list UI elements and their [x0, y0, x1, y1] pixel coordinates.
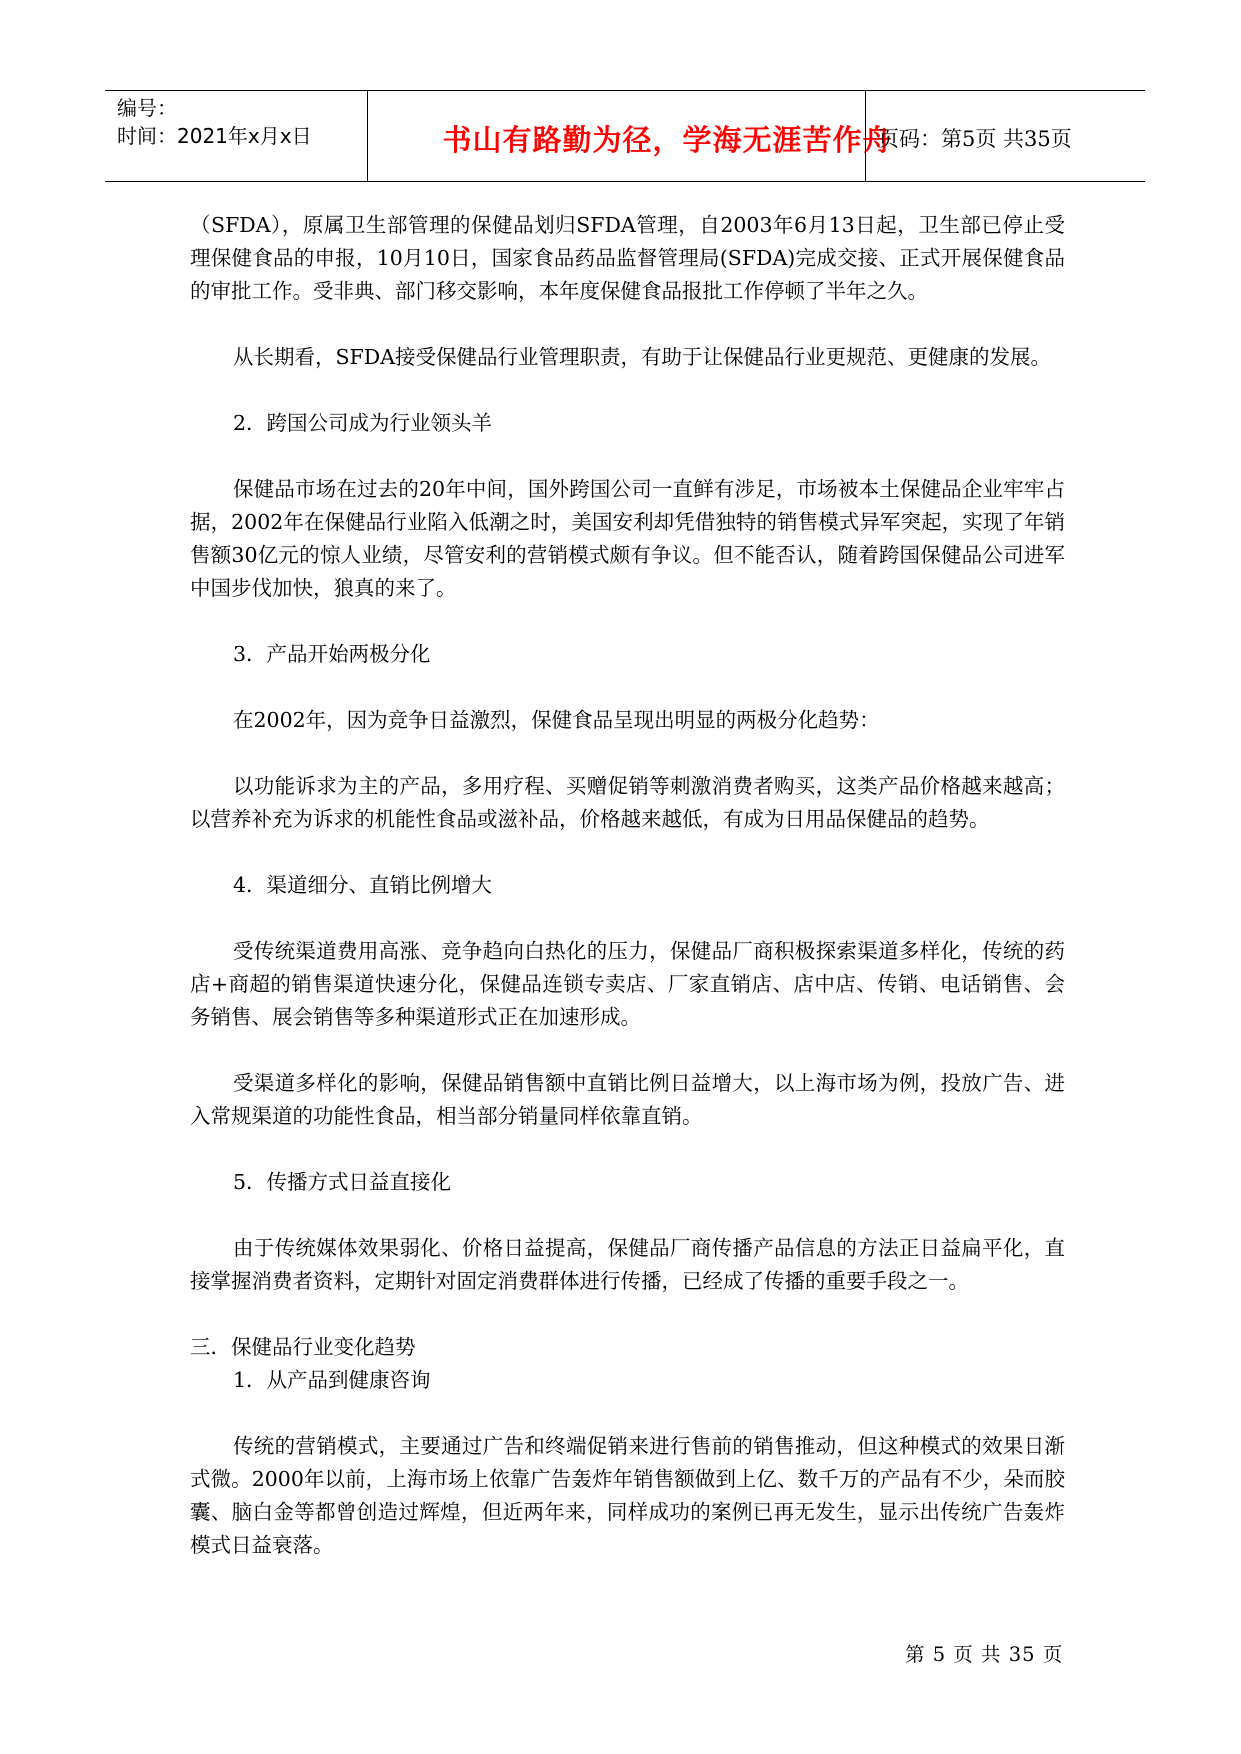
header-divider-right — [865, 91, 866, 181]
header-info — [117, 94, 312, 150]
paragraph-traditional-marketing: 传统的营销模式，主要通过广告和终端促销来进行售前的销售推动，但这种模式的效果日渐式微。2000年以前，上海市场上依靠广告轰炸年销售额做到上亿、数千万的产品有不少，朵而胶囊、脑白金等都曾创造过辉煌，但近两年来，同样成功的案例已再无发生，显示出传统广告轰炸模式日益衰落。 — [190, 1434, 1065, 1557]
heading-communication: 5．传播方式日益直接化 — [233, 1170, 452, 1194]
heading-multinationals: 2．跨国公司成为行业领头羊 — [233, 411, 493, 435]
page-header — [105, 90, 1145, 182]
paragraph-multinationals: 保健品市场在过去的20年中间，国外跨国公司一直鲜有涉足，市场被本土保健品企业牢牢占据，2002年在保健品行业陷入低潮之时，美国安利却凭借独特的销售模式异军突起，实现了年销售额30亿元的惊人业绩，尽管安利的营销模式颇有争议。但不能否认，随着跨国保健品公司进军中国步伐加快，狼真的来了。 — [190, 477, 1065, 600]
paragraph-direct-sales: 受渠道多样化的影响，保健品销售额中直销比例日益增大，以上海市场为例，投放广告、进入常规渠道的功能性食品，相当部分销量同样依靠直销。 — [190, 1071, 1065, 1128]
heading-polarization: 3．产品开始两极分化 — [233, 642, 431, 666]
document-number-label: 编号： — [117, 96, 177, 120]
document-body — [190, 209, 1065, 1562]
header-motto: 书山有路勤为径，学海无涯苦作舟 — [442, 123, 893, 157]
section-heading-trends: 三．保健品行业变化趋势 — [190, 1335, 416, 1359]
paragraph-sfda-intro: （SFDA），原属卫生部管理的保健品划归SFDA管理，自2003年6月13日起，卫生部已停止受理保健食品的申报，10月10日，国家食品药品监督管理局(SFDA)完成交接、正式开展保健食品的审批工作。受非典、部门移交影响，本年度保健食品报批工作停顿了半年之久。 — [190, 213, 1065, 303]
paragraph-polarization-intro: 在2002年，因为竞争日益激烈，保健食品呈现出明显的两极分化趋势： — [233, 708, 880, 732]
heading-health-consulting: 1．从产品到健康咨询 — [233, 1368, 431, 1392]
paragraph-polarization-detail: 以功能诉求为主的产品，多用疗程、买赠促销等刺激消费者购买，这类产品价格越来越高；以营养补充为诉求的机能性食品或滋补品，价格越来越低，有成为日用品保健品的趋势。 — [190, 774, 1065, 831]
header-page-number: 页码：第5页 共35页 — [878, 127, 1072, 151]
paragraph-channels: 受传统渠道费用高涨、竞争趋向白热化的压力，保健品厂商积极探索渠道多样化，传统的药店+商超的销售渠道快速分化，保健品连锁专卖店、厂家直销店、店中店、传销、电话销售、会务销售、展会销售等多种渠道形式正在加速形成。 — [190, 939, 1065, 1029]
paragraph-communication: 由于传统媒体效果弱化、价格日益提高，保健品厂商传播产品信息的方法正日益扁平化，直接掌握消费者资料，定期针对固定消费群体进行传播，已经成了传播的重要手段之一。 — [190, 1236, 1065, 1293]
paragraph-sfda-longterm: 从长期看，SFDA接受保健品行业管理职责，有助于让保健品行业更规范、更健康的发展。 — [233, 345, 1052, 369]
heading-channels: 4．渠道细分、直销比例增大 — [233, 873, 493, 897]
header-divider-left — [367, 91, 368, 181]
page-footer: 第 5 页 共 35 页 — [905, 1643, 1064, 1666]
document-time-label: 时间：2021年x月x日 — [117, 124, 312, 148]
